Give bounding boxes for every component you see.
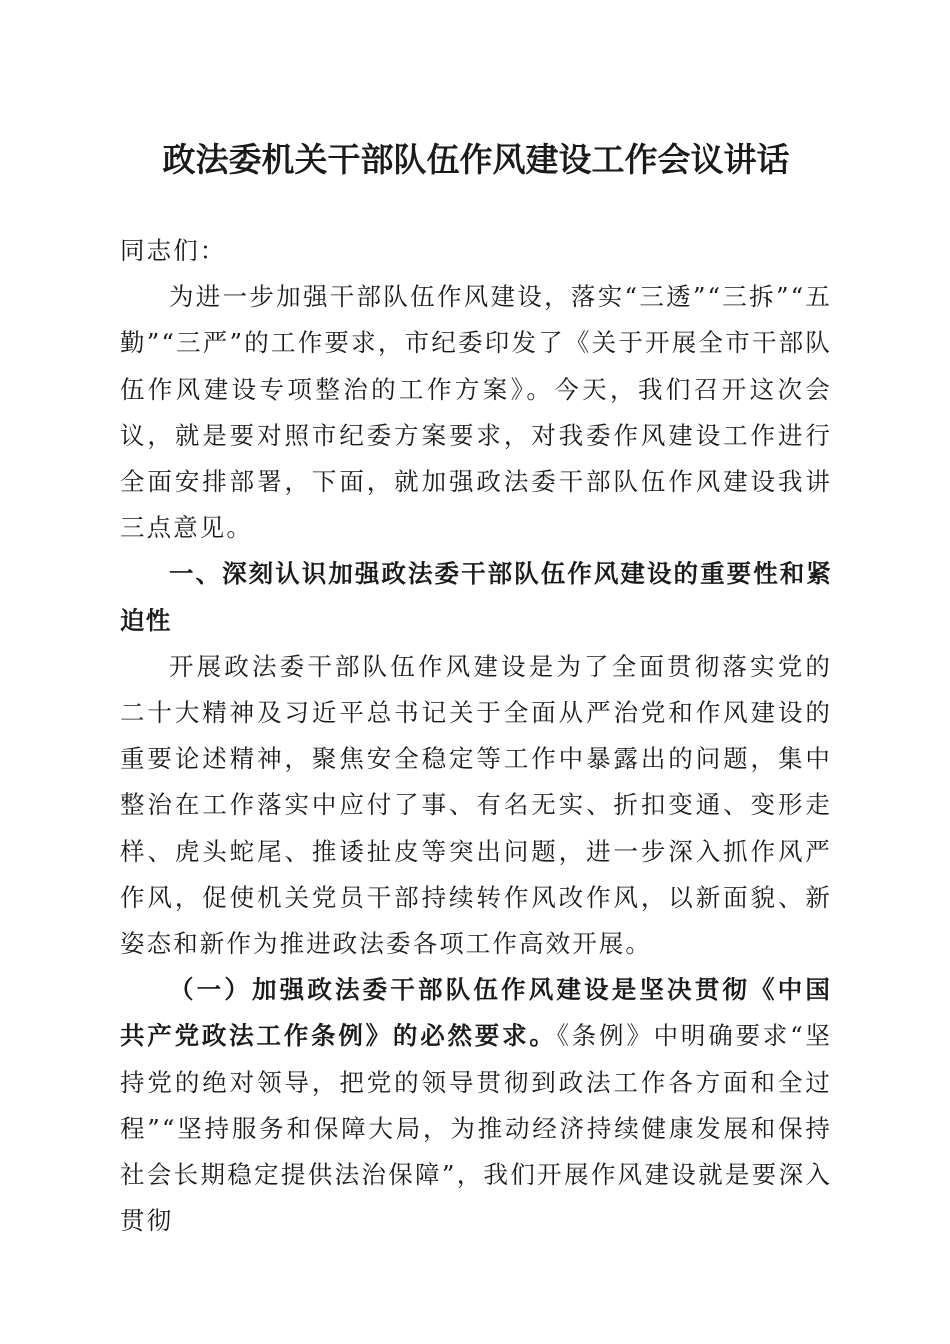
subsection-body: 《条例》中明确要求“坚持党的绝对领导，把党的领导贯彻到政法工作各方面和全过程”“坚持服务和保障大局，为推动经济持续健康发展和保持社会长期稳定提供法治保障”，我们开展作风建设就是要深入贯彻 [120, 1021, 832, 1236]
paragraph-subsection-1 [120, 967, 832, 1244]
paragraph-section-1: 开展政法委干部队伍作风建设是为了全面贯彻落实党的二十大精神及习近平总书记关于全面从严治党和作风建设的重要论述精神，聚焦安全稳定等工作中暴露出的问题，集中整治在工作落实中应付了事、有名无实、折扣变通、变形走样、虎头蛇尾、推诿扯皮等突出问题，进一步深入抓作风严作风，促使机关党员干部持续转作风改作风，以新面貌、新姿态和新作为推进政法委各项工作高效开展。 [120, 651, 832, 959]
document-title: 政法委机关干部队伍作风建设工作会议讲话 [162, 140, 790, 179]
paragraph-intro: 为进一步加强干部队伍作风建设，落实“三透”“三拆”“五勤”“三严”的工作要求，市纪委印发了《关于开展全市干部队伍作风建设专项整治的工作方案》。今天，我们召开这次会议，就是要对照市纪委方案要求，对我委作风建设工作进行全面安排部署，下面，就加强政法委干部队伍作风建设我讲三点意见。 [120, 282, 832, 543]
document-page [120, 130, 832, 1244]
subsection-lead: （一）加强政法委干部队伍作风建设是坚决贯彻《中国共产党政法工作条例》的必然要求。 [120, 975, 832, 1051]
section-heading-1: 一、深刻认识加强政法委干部队伍作风建设的重要性和紧迫性 [120, 559, 832, 635]
salutation: 同志们： [120, 236, 227, 265]
